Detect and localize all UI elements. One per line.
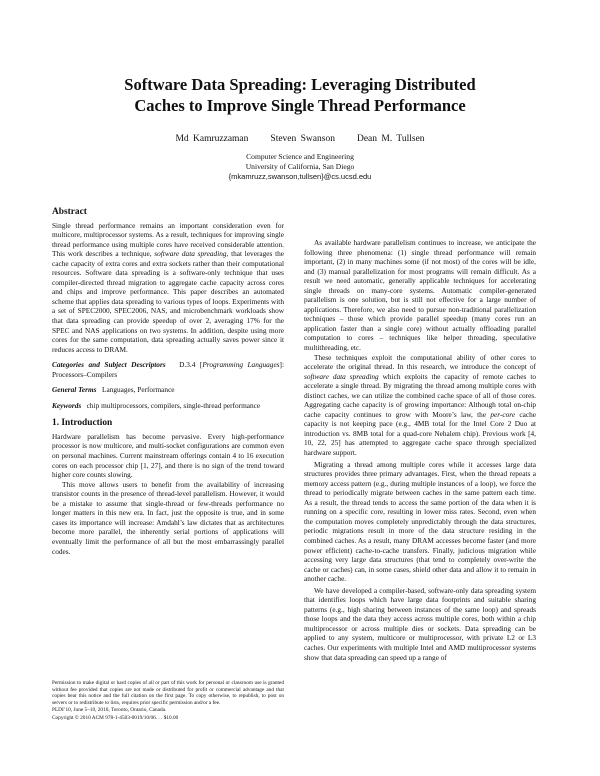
author-3: Dean M. Tullsen: [356, 134, 425, 144]
affiliation-dept: Computer Science and Engineering: [246, 152, 354, 161]
general-terms: General Terms Languages, Performance: [52, 385, 175, 395]
intro-paragraph-1: Hardware parallelism has become pervasive. Every high-performance processor is now multicore, and multi-socket configurations are common even on personal machines. Current mainstream offerings contain 4 to 16 execution cores on each processor chip [1, 27], and there is no sign of the trend toward higher core counts slowing.: [52, 431, 284, 480]
permission-text: Permission to make digital or hard copies of all or part of this work for personal or classroom use is granted without fee provided that copies are not made or distributed for profit or commercial advantage and that copies bear this notice and the full citation on the first page. To copy otherwise, to republish, to post on servers or to redistribute to lists, requires prior specific permission and/or a fee.: [52, 680, 284, 706]
right-paragraph-2: These techniques exploit the computational ability of other cores to accelerate the original thread. In this research, we introduce the concept of software data spreading which exploits the capacity of remote caches to accelerate a single thread. By migrating the thread among multiple cores with distinct caches, we can utilize the combined cache space of all of those cores. Aggregating cache capacity is of growing importance: Although total on-chip cache capacity continues to grow with Moore’s law, the per-core cache capacity is not keeping pace (e.g., 4MB total for the Intel Core 2 Duo at introduction vs. 8MB total for a quad-core Nehalem chip). Previous work [4, 10, 22, 25] has attempted to aggregate cache space through specialized hardware support.: [304, 352, 536, 458]
keywords-label: Keywords: [52, 400, 82, 410]
title-line-2: Caches to Improve Single Thread Performance: [134, 96, 466, 115]
abstract-heading: Abstract: [52, 207, 87, 217]
author-1: Md Kamruzzaman: [175, 134, 249, 144]
affiliation-university: University of California, San Diego: [245, 162, 355, 171]
author-list: [60, 134, 540, 144]
general-terms-label: General Terms: [52, 385, 97, 395]
categories-label: Categories and Subject Descriptors: [52, 360, 166, 370]
author-2: Steven Swanson: [270, 134, 335, 144]
right-paragraph-1: As available hardware parallelism continues to increase, we anticipate the following three phenomena: (1) single thread performance will remain important, (2) in many machines some (if not most) of the cores will be idle, and (3) manual parallelization for most programs will remain difficult. As a result we need automatic, generally applicable techniques for accelerating single threads on many-core systems. Automatic compiler-generated parallelism is one solution, but is still not effective for a large number of applications. Therefore, we also need to pursue non-traditional parallelization techniques – those which provide parallel speedup (many cores run an application faster than a single core) without actually offloading parallel computation to cores – techniques like helper threading, speculative multithreading, etc.: [304, 238, 536, 353]
right-paragraph-4: We have developed a compiler-based, software-only data spreading system that identifies loops which have large data footprints and suitable sharing patterns (e.g., high sharing between instances of the same loop) and spreads those loops and the data they access across multiple cores, both within a chip multiprocessor or across multiple dies or sockets. Data spreading can be applied to any system, multicore or multiprocessor, with private L2 or L3 caches. Our experiments with multiple Intel and AMD multiprocessor systems show that data spreading can speed up a range of: [304, 585, 536, 662]
venue-text: PLDI’10, June 5–10, 2010, Toronto, Ontario, Canada.: [52, 707, 167, 714]
right-paragraph-3: Migrating a thread among multiple cores while it accesses large data structures provides three primary advantages. First, when the thread repeats a memory access pattern (e.g., during multiple instances of a loop), we force the thread to periodically migrate between caches in the same pattern each time. As a result, the thread tends to access the same portion of the data when it is running on a specific core, resulting in lower miss rates. Second, even when the computation moves completely unpredictably through the data structures, periodic migrations result in more of the data structure residing in the combined caches. As a result, many DRAM accesses become faster (and more power efficient) cache-to-cache transfers. Finally, judicious migration while accessing very large data structures (that tend to completely over-write the cache or caches) can, in some cases, shield other data and allow it to remain in another cache.: [304, 459, 536, 584]
abstract-paragraph: Single thread performance remains an important consideration even for multicore, multiprocessor systems. As a result, techniques for improving single thread performance using multiple cores have received considerable attention. This work describes a technique, software data spreading, that leverages the cache capacity of extra cores and extra sockets rather than their computational resources. Software data spreading is a software-only technique that uses compiler-directed thread migration to aggregate cache capacity across cores and chips and improve performance. This paper describes an automated scheme that applies data spreading to various types of loops. Experiments with a set of SPEC2000, SPEC2006, NAS, and microbenchmark workloads show that data spreading can provide speedup of over 2, averaging 17% for the SPEC and NAS applications on two systems. In addition, despite using more cores for the same computation, data spreading actually saves power since it reduces access to DRAM.: [52, 220, 284, 354]
abstract-emphasis: software data spreading: [154, 249, 227, 259]
affiliation: [60, 152, 540, 182]
right-column: [304, 238, 536, 662]
left-column: [52, 208, 284, 556]
title-line-1: Software Data Spreading: Leveraging Distributed: [124, 75, 476, 94]
keywords: Keywords chip multiprocessors, compilers, single-thread performance: [52, 400, 261, 410]
intro-heading: 1. Introduction: [52, 418, 113, 429]
affiliation-email: {mkamruzz,swanson,tullsen}@cs.ucsd.edu: [228, 172, 372, 181]
copyright-text: Copyright © 2010 ACM 978-1-4503-0019/10/06. . . $10.00: [52, 714, 179, 721]
intro-paragraph-2: This move allows users to benefit from the availability of increasing transistor counts in the presence of thread-level parallelism. However, it would be a mistake to assume that single-thread or few-threads performance no longer matters in this new era. In fact, just the opposite is true, and in some cases its importance will increase: Amdahl’s law dictates that as architectures become more parallel, the inherently serial portions of applications will eventually limit the performance of all but the most embarrassingly parallel codes.: [52, 479, 284, 556]
categories: Categories and Subject Descriptors D.3.4 [Programming Languages]: Processors–Compilers: [52, 360, 284, 379]
paper-title: [60, 74, 540, 116]
permission-footnote: [52, 680, 284, 722]
